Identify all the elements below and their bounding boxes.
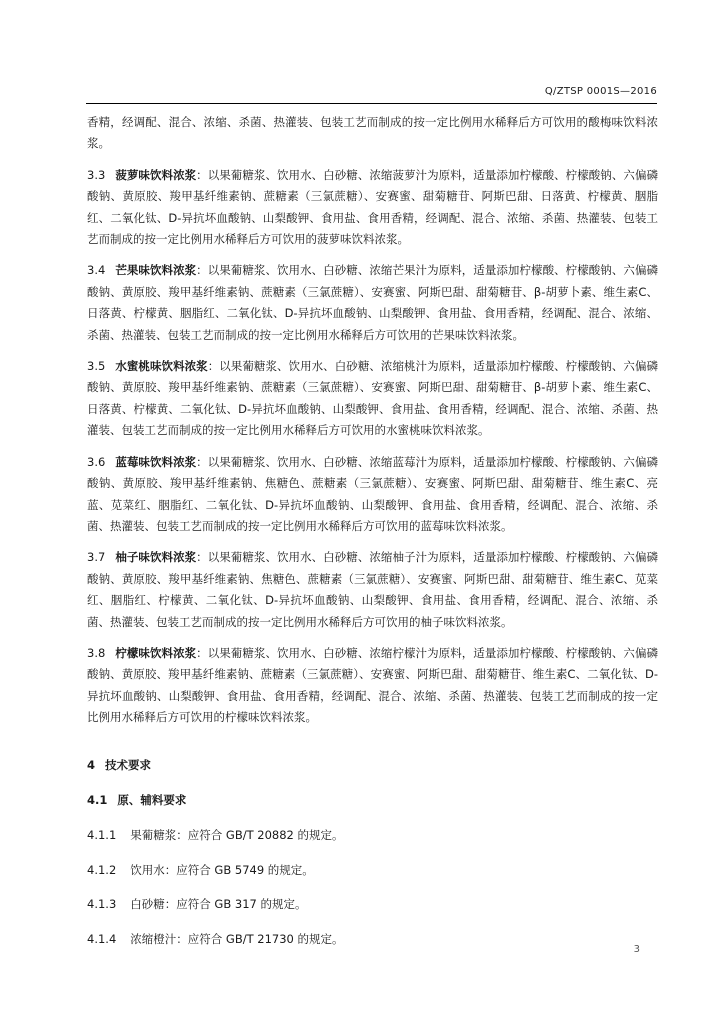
document-body <box>87 112 658 963</box>
document-code: Q/ZTSP 0001S—2016 <box>544 86 657 97</box>
chapter-number: 4 <box>87 757 96 772</box>
chapter-heading <box>87 755 658 776</box>
item-text: 饮用水：应符合 GB 5749 的规定。 <box>130 862 314 877</box>
term-name: 芒果味饮料浓浆 <box>115 263 197 278</box>
definition-3-5 <box>87 356 658 442</box>
term-name: 水蜜桃味饮料浓浆 <box>115 359 208 374</box>
intro-paragraph: 香精，经调配、混合、浓缩、杀菌、热灌装、包装工艺而制成的按一定比例用水稀释后方可饮用的酸梅味饮料浓浆。 <box>87 115 658 151</box>
definition-3-8 <box>87 643 658 729</box>
chapter-title: 技术要求 <box>105 757 152 772</box>
item-number: 4.1.4 <box>87 931 117 946</box>
clause-number: 3.6 <box>87 454 106 469</box>
clause-number: 3.5 <box>87 359 106 374</box>
item-number: 4.1.2 <box>87 862 117 877</box>
item-text: 果葡糖浆：应符合 GB/T 20882 的规定。 <box>130 828 344 843</box>
item-text: 浓缩橙汁：应符合 GB/T 21730 的规定。 <box>130 931 344 946</box>
subchapter-title: 原、辅料要求 <box>117 792 187 807</box>
definition-text: ：以果葡糖浆、饮用水、白砂糖、浓缩柚子汁为原料，适量添加柠檬酸、柠檬酸钠、六偏磷酸钠、黄原胶、羧甲基纤维素钠、焦糖色、蔗糖素（三氯蔗糖）、安赛蜜、阿斯巴甜、甜菊糖苷、维生素C、苋菜红、胭脂红、柠檬黄、二氧化钛、D-异抗坏血酸钠、山梨酸钾、食用盐、食用香精，经调配、混合、浓缩、杀菌、热灌装、包装工艺而制成的按一定比例用水稀释后方可饮用的柚子味饮料浓浆。 <box>87 550 658 629</box>
term-name: 柠檬味饮料浓浆 <box>115 645 197 660</box>
definition-text: ：以果葡糖浆、饮用水、白砂糖、浓缩桃汁为原料，适量添加柠檬酸、柠檬酸钠、六偏磷酸钠、黄原胶、羧甲基纤维素钠、蔗糖素（三氯蔗糖）、安赛蜜、阿斯巴甜、甜菊糖苷、β-胡萝卜素、维生素C、日落黄、柠檬黄、二氧化钛、D-异抗坏血酸钠、山梨酸钾、食用盐、食用香精，经调配、混合、浓缩、杀菌、热灌装、包装工艺而制成的按一定比例用水稀释后方可饮用的水蜜桃味饮料浓浆。 <box>87 359 658 438</box>
requirement-item <box>87 894 658 915</box>
definition-text: ：以果葡糖浆、饮用水、白砂糖、浓缩蓝莓汁为原料，适量添加柠檬酸、柠檬酸钠、六偏磷酸钠、黄原胶、羧甲基纤维素钠、焦糖色、蔗糖素（三氯蔗糖）、安赛蜜、阿斯巴甜、甜菊糖苷、维生素C、亮蓝、苋菜红、胭脂红、二氧化钛、D-异抗坏血酸钠、山梨酸钾、食用盐、食用香精，经调配、混合、浓缩、杀菌、热灌装、包装工艺而制成的按一定比例用水稀释后方可饮用的蓝莓味饮料浓浆。 <box>87 454 658 533</box>
clause-number: 3.4 <box>87 263 106 278</box>
clause-number: 3.8 <box>87 645 106 660</box>
definition-text: ：以果葡糖浆、饮用水、白砂糖、浓缩柠檬汁为原料，适量添加柠檬酸、柠檬酸钠、六偏磷酸钠、黄原胶、羧甲基纤维素钠、蔗糖素（三氯蔗糖）、安赛蜜、阿斯巴甜、甜菊糖苷、维生素C、二氧化钛、D-异抗坏血酸钠、山梨酸钾、食用盐、食用香精，经调配、混合、浓缩、杀菌、热灌装、包装工艺而制成的按一定比例用水稀释后方可饮用的柠檬味饮料浓浆。 <box>87 645 658 725</box>
definition-3-3 <box>87 165 658 251</box>
term-name: 柚子味饮料浓浆 <box>115 550 197 565</box>
subchapter-heading <box>87 790 658 811</box>
requirement-item <box>87 825 658 846</box>
definition-text: ：以果葡糖浆、饮用水、白砂糖、浓缩芒果汁为原料，适量添加柠檬酸、柠檬酸钠、六偏磷酸钠、黄原胶、羧甲基纤维素钠、蔗糖素（三氯蔗糖）、安赛蜜、阿斯巴甜、甜菊糖苷、β-胡萝卜素、维生素C、日落黄、柠檬黄、胭脂红、二氧化钛、D-异抗坏血酸钠、山梨酸钾、食用盐、食用香精，经调配、混合、浓缩、杀菌、热灌装、包装工艺而制成的按一定比例用水稀释后方可饮用的芒果味饮料浓浆。 <box>87 263 658 342</box>
term-name: 菠萝味饮料浓浆 <box>115 167 197 182</box>
requirement-item <box>87 860 658 881</box>
page-number: 3 <box>633 944 640 955</box>
definition-3-6 <box>87 452 658 538</box>
item-text: 白砂糖：应符合 GB 317 的规定。 <box>130 897 307 912</box>
definition-3-7 <box>87 547 658 633</box>
header-rule <box>86 103 657 104</box>
item-number: 4.1.3 <box>87 897 117 912</box>
definition-text: ：以果葡糖浆、饮用水、白砂糖、浓缩菠萝汁为原料，适量添加柠檬酸、柠檬酸钠、六偏磷酸钠、黄原胶、羧甲基纤维素钠、蔗糖素（三氯蔗糖）、安赛蜜、甜菊糖苷、阿斯巴甜、日落黄、柠檬黄、胭脂红、二氧化钛、D-异抗坏血酸钠、山梨酸钾、食用盐、食用香精，经调配、混合、浓缩、杀菌、热灌装、包装工艺而制成的按一定比例用水稀释后方可饮用的菠萝味饮料浓浆。 <box>87 167 658 247</box>
subchapter-number: 4.1 <box>87 792 108 807</box>
term-name: 蓝莓味饮料浓浆 <box>115 454 197 469</box>
item-number: 4.1.1 <box>87 828 117 843</box>
requirement-item <box>87 929 658 950</box>
clause-number: 3.7 <box>87 550 106 565</box>
clause-number: 3.3 <box>87 167 106 182</box>
definition-3-4 <box>87 260 658 346</box>
